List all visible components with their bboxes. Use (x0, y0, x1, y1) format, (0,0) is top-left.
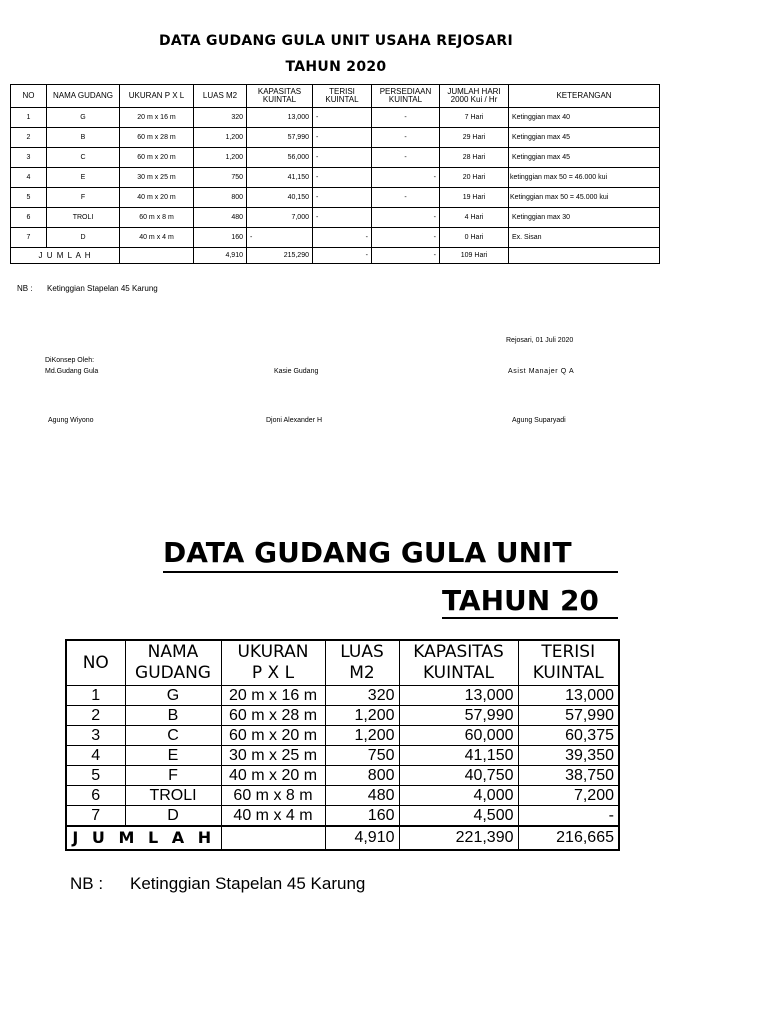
cell-kapasitas: 41,150 (399, 746, 518, 766)
cell-no: 6 (66, 786, 125, 806)
cell-no: 2 (11, 128, 47, 148)
cell-kapasitas: 7,000 (247, 208, 313, 228)
zoom-table-row (66, 746, 619, 766)
cell-luas: 480 (325, 786, 399, 806)
cell-hari: 29 Hari (440, 128, 509, 148)
header-cell: NO (11, 85, 47, 108)
zoom-total-kapasitas: 221,390 (399, 826, 518, 850)
cell-keterangan: Ketinggian max 30 (509, 208, 660, 228)
cell-nama: F (125, 766, 221, 786)
zoom-header-cell: UKURAN P X L (221, 640, 325, 686)
cell-ukuran: 40 m x 20 m (120, 188, 194, 208)
signature-name-2: Djoni Alexander H (266, 417, 323, 424)
cell-nama: E (47, 168, 120, 188)
zoom-table-row (66, 686, 619, 706)
total-kapasitas: 215,290 (247, 248, 313, 264)
cell-no: 3 (11, 148, 47, 168)
zoom-table-header-row (66, 640, 619, 686)
header-cell: PERSEDIAAN KUINTAL (372, 85, 440, 108)
cell-terisi: 57,990 (518, 706, 619, 726)
cell-terisi: - (313, 228, 372, 248)
table-row (11, 188, 660, 208)
cell-hari: 19 Hari (440, 188, 509, 208)
total-hari: 109 Hari (440, 248, 509, 264)
total-terisi: - (313, 248, 372, 264)
total-luas: 4,910 (194, 248, 247, 264)
cell-ukuran: 40 m x 20 m (221, 766, 325, 786)
cell-nama: B (125, 706, 221, 726)
table-row (11, 208, 660, 228)
table-row (11, 228, 660, 248)
cell-persediaan: - (372, 108, 440, 128)
warehouse-table (10, 84, 660, 264)
zoom-nb-text: Ketinggian Stapelan 45 Karung (130, 874, 366, 893)
cell-luas: 160 (325, 806, 399, 827)
cell-nama: F (47, 188, 120, 208)
cell-persediaan: - (372, 188, 440, 208)
zoom-table-row (66, 706, 619, 726)
cell-kapasitas: 13,000 (247, 108, 313, 128)
zoom-total-label: J U M L A H (66, 826, 221, 850)
cell-ukuran: 60 m x 20 m (120, 148, 194, 168)
cell-luas: 320 (325, 686, 399, 706)
signature-role-1: Md.Gudang Gula (45, 368, 99, 375)
cell-terisi: - (518, 806, 619, 827)
cell-ukuran: 40 m x 4 m (120, 228, 194, 248)
header-cell: KAPASITAS KUINTAL (247, 85, 313, 108)
zoom-table-total-row (66, 826, 619, 850)
cell-keterangan: Ketinggian max 50 = 45.000 kui (509, 188, 660, 208)
total-empty (120, 248, 194, 264)
zoom-table-row (66, 766, 619, 786)
cell-kapasitas: 40,750 (399, 766, 518, 786)
header-cell: JUMLAH HARI 2000 Kui / Hr (440, 85, 509, 108)
cell-kapasitas: 4,000 (399, 786, 518, 806)
cell-persediaan: - (372, 128, 440, 148)
cell-nama: D (125, 806, 221, 827)
zoom-title: DATA GUDANG GULA UNIT (163, 536, 572, 569)
zoom-title-underline (163, 571, 618, 573)
zoom-total-luas: 4,910 (325, 826, 399, 850)
zoom-total-empty (221, 826, 325, 850)
cell-luas: 480 (194, 208, 247, 228)
cell-keterangan: Ketinggian max 45 (509, 128, 660, 148)
cell-hari: 28 Hari (440, 148, 509, 168)
cell-ukuran: 20 m x 16 m (120, 108, 194, 128)
signature-role-3: Asist Manajer Q A (508, 368, 575, 375)
zoom-year-underline (442, 617, 618, 619)
cell-ukuran: 60 m x 8 m (221, 786, 325, 806)
zoom-nb-label: NB : (70, 874, 104, 893)
table-row (11, 148, 660, 168)
cell-luas: 320 (194, 108, 247, 128)
cell-no: 3 (66, 726, 125, 746)
cell-no: 6 (11, 208, 47, 228)
cell-terisi: 60,375 (518, 726, 619, 746)
cell-terisi: - (313, 128, 372, 148)
header-cell: NAMA GUDANG (47, 85, 120, 108)
cell-terisi: - (313, 108, 372, 128)
cell-persediaan: - (372, 168, 440, 188)
cell-nama: C (47, 148, 120, 168)
header-cell: UKURAN P X L (120, 85, 194, 108)
cell-persediaan: - (372, 148, 440, 168)
cell-kapasitas: 4,500 (399, 806, 518, 827)
cell-kapasitas: 57,990 (399, 706, 518, 726)
cell-hari: 0 Hari (440, 228, 509, 248)
table-header-row (11, 85, 660, 108)
cell-kapasitas: 40,150 (247, 188, 313, 208)
cell-kapasitas: 60,000 (399, 726, 518, 746)
page-year: TAHUN 2020 (285, 59, 387, 75)
zoom-header-cell: LUAS M2 (325, 640, 399, 686)
cell-keterangan: Ketinggian max 40 (509, 108, 660, 128)
cell-keterangan: Ex. Sisan (509, 228, 660, 248)
nb-label: NB : (17, 284, 33, 293)
cell-kapasitas: 41,150 (247, 168, 313, 188)
table-row (11, 128, 660, 148)
signature-konsep-label: DiKonsep Oleh: (45, 357, 95, 364)
nb-text: Ketinggian Stapelan 45 Karung (47, 284, 158, 293)
cell-no: 4 (66, 746, 125, 766)
zoom-total-terisi: 216,665 (518, 826, 619, 850)
cell-nama: G (125, 686, 221, 706)
cell-no: 1 (66, 686, 125, 706)
cell-hari: 7 Hari (440, 108, 509, 128)
cell-no: 1 (11, 108, 47, 128)
total-keterangan (509, 248, 660, 264)
cell-terisi: - (313, 208, 372, 228)
cell-ukuran: 30 m x 25 m (120, 168, 194, 188)
cell-ukuran: 60 m x 28 m (120, 128, 194, 148)
signature-name-1: Agung Wiyono (48, 417, 94, 424)
zoom-year: TAHUN 20 (442, 584, 599, 617)
page-title: DATA GUDANG GULA UNIT USAHA REJOSARI (158, 33, 514, 49)
table-row (11, 108, 660, 128)
zoom-table-row (66, 806, 619, 827)
cell-no: 7 (11, 228, 47, 248)
cell-persediaan: - (372, 208, 440, 228)
cell-persediaan: - (372, 228, 440, 248)
cell-ukuran: 60 m x 20 m (221, 726, 325, 746)
zoom-header-cell: KAPASITAS KUINTAL (399, 640, 518, 686)
cell-no: 5 (11, 188, 47, 208)
cell-terisi: - (313, 188, 372, 208)
zoom-table-row (66, 726, 619, 746)
cell-luas: 750 (325, 746, 399, 766)
cell-no: 2 (66, 706, 125, 726)
cell-hari: 20 Hari (440, 168, 509, 188)
cell-terisi: 39,350 (518, 746, 619, 766)
cell-nama: E (125, 746, 221, 766)
header-cell: TERISI KUINTAL (313, 85, 372, 108)
total-label: J U M L A H (11, 248, 120, 264)
cell-ukuran: 30 m x 25 m (221, 746, 325, 766)
cell-luas: 1,200 (325, 726, 399, 746)
signature-role-2: Kasie Gudang (274, 368, 319, 375)
cell-nama: D (47, 228, 120, 248)
cell-keterangan: ketinggian max 50 = 46.000 kui (509, 168, 660, 188)
cell-no: 7 (66, 806, 125, 827)
cell-ukuran: 20 m x 16 m (221, 686, 325, 706)
cell-ukuran: 60 m x 28 m (221, 706, 325, 726)
cell-kapasitas: 13,000 (399, 686, 518, 706)
zoom-header-cell: TERISI KUINTAL (518, 640, 619, 686)
cell-terisi: - (313, 148, 372, 168)
cell-nama: C (125, 726, 221, 746)
cell-luas: 800 (325, 766, 399, 786)
cell-luas: 800 (194, 188, 247, 208)
cell-nama: TROLI (125, 786, 221, 806)
zoom-warehouse-table (65, 639, 620, 851)
zoom-header-cell: NAMA GUDANG (125, 640, 221, 686)
cell-terisi: 13,000 (518, 686, 619, 706)
table-total-row (11, 248, 660, 264)
cell-hari: 4 Hari (440, 208, 509, 228)
cell-no: 5 (66, 766, 125, 786)
cell-luas: 750 (194, 168, 247, 188)
date-line: Rejosari, 01 Juli 2020 (506, 337, 574, 344)
header-cell: KETERANGAN (509, 85, 660, 108)
cell-luas: 1,200 (325, 706, 399, 726)
header-cell: LUAS M2 (194, 85, 247, 108)
cell-ukuran: 60 m x 8 m (120, 208, 194, 228)
cell-no: 4 (11, 168, 47, 188)
cell-terisi: 38,750 (518, 766, 619, 786)
cell-keterangan: Ketinggian max 45 (509, 148, 660, 168)
cell-nama: TROLI (47, 208, 120, 228)
cell-nama: B (47, 128, 120, 148)
total-persediaan: - (372, 248, 440, 264)
zoom-header-cell: NO (66, 640, 125, 686)
cell-luas: 1,200 (194, 148, 247, 168)
cell-nama: G (47, 108, 120, 128)
signature-name-3: Agung Suparyadi (512, 417, 566, 424)
cell-kapasitas: 57,990 (247, 128, 313, 148)
cell-ukuran: 40 m x 4 m (221, 806, 325, 827)
cell-luas: 1,200 (194, 128, 247, 148)
cell-terisi: - (313, 168, 372, 188)
cell-kapasitas: 56,000 (247, 148, 313, 168)
cell-terisi: 7,200 (518, 786, 619, 806)
cell-kapasitas: - (247, 228, 313, 248)
cell-luas: 160 (194, 228, 247, 248)
table-row (11, 168, 660, 188)
zoom-table-row (66, 786, 619, 806)
